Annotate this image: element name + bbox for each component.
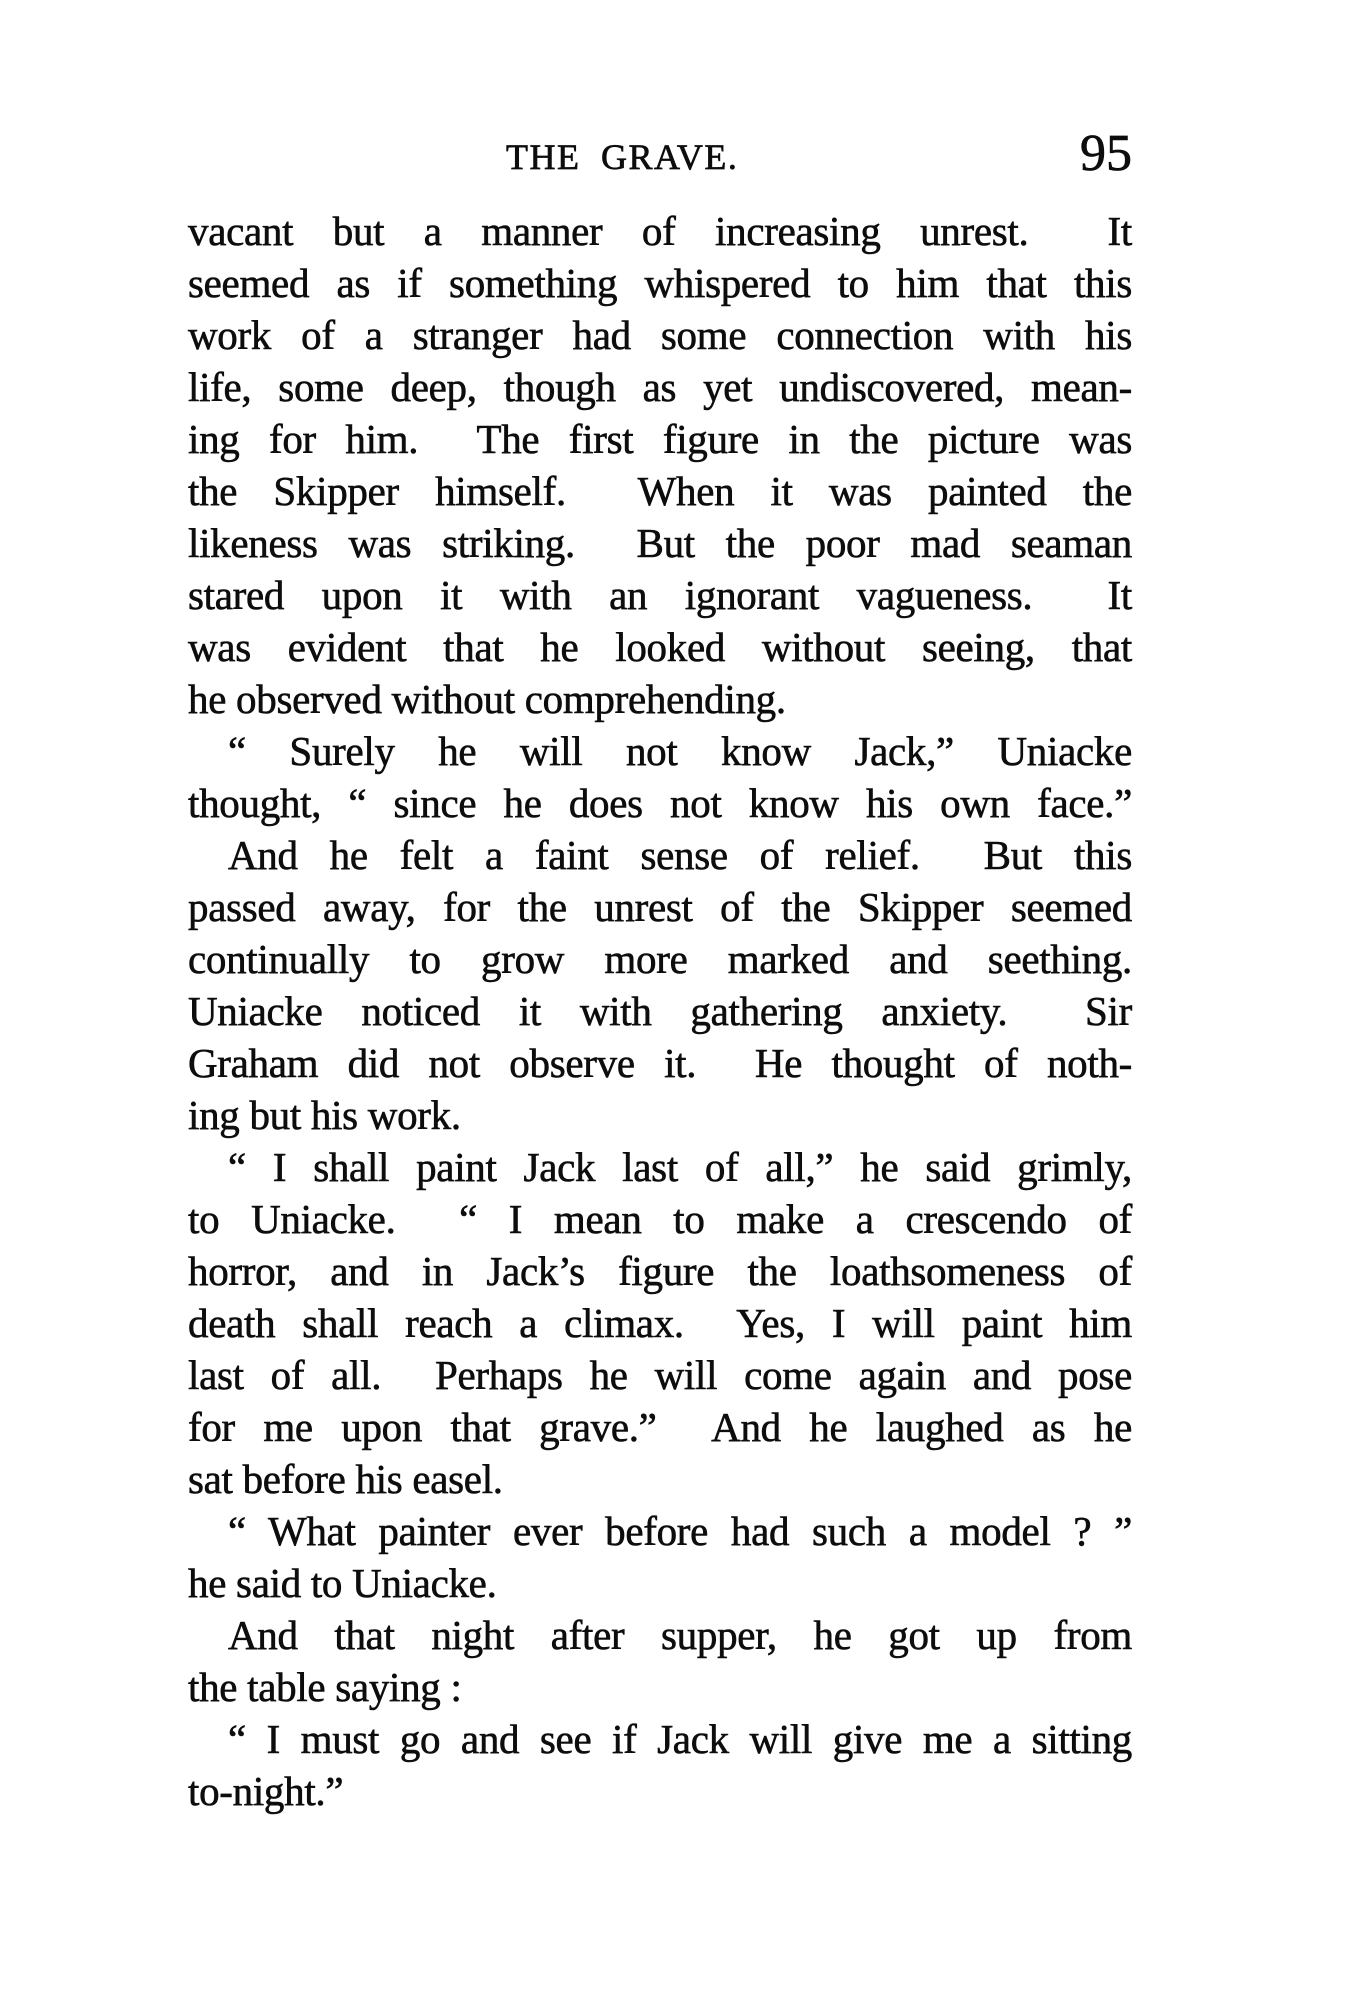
text-line: “ Surely he will not know Jack,” Uniacke <box>228 728 1132 774</box>
text-line: for me upon that grave.” And he laughed as he <box>188 1404 1132 1450</box>
text-line: “ I must go and see if Jack will give me a sitting <box>228 1716 1132 1762</box>
text-line: to-night.” <box>188 1768 344 1814</box>
text-line: to Uniacke. “ I mean to make a crescendo of <box>188 1196 1132 1242</box>
text-block <box>188 205 1132 1817</box>
text-line: passed away, for the unrest of the Skipper seemed <box>188 884 1132 930</box>
text-line: likeness was striking. But the poor mad seaman <box>188 520 1132 566</box>
text-line: the table saying : <box>188 1664 462 1710</box>
text-line: And that night after supper, he got up from <box>228 1612 1132 1658</box>
chapter-title: THE GRAVE. <box>506 137 739 177</box>
text-line: work of a stranger had some connection with his <box>188 312 1132 358</box>
text-line: ing for him. The first figure in the picture was <box>188 416 1132 462</box>
text-line: vacant but a manner of increasing unrest. It <box>188 208 1132 254</box>
text-line: “ I shall paint Jack last of all,” he said grimly, <box>228 1144 1132 1190</box>
text-line: ing but his work. <box>188 1092 461 1138</box>
text-line: he said to Uniacke. <box>188 1560 497 1606</box>
text-line: Graham did not observe it. He thought of noth- <box>188 1040 1132 1086</box>
text-line: stared upon it with an ignorant vagueness. It <box>188 572 1132 618</box>
page-number: 95 <box>1080 125 1132 182</box>
text-line: life, some deep, though as yet undiscovered, mean- <box>188 364 1132 410</box>
running-head <box>506 136 738 178</box>
text-line: seemed as if something whispered to him that this <box>188 260 1132 306</box>
text-line: last of all. Perhaps he will come again and pose <box>188 1352 1132 1398</box>
text-line: “ What painter ever before had such a model ? ” <box>228 1508 1132 1554</box>
text-line: sat before his easel. <box>188 1456 503 1502</box>
text-line: continually to grow more marked and seething. <box>188 936 1132 982</box>
text-line: was evident that he looked without seeing, that <box>188 624 1132 670</box>
text-line: Uniacke noticed it with gathering anxiety. Sir <box>188 988 1132 1034</box>
text-line: death shall reach a climax. Yes, I will paint him <box>188 1300 1132 1346</box>
text-line: he observed without comprehending. <box>188 676 786 722</box>
text-line: the Skipper himself. When it was painted the <box>188 468 1132 514</box>
text-line: thought, “ since he does not know his own face.” <box>188 780 1132 826</box>
text-line: horror, and in Jack’s figure the loathsomeness of <box>188 1248 1132 1294</box>
text-line: And he felt a faint sense of relief. But this <box>228 832 1132 878</box>
